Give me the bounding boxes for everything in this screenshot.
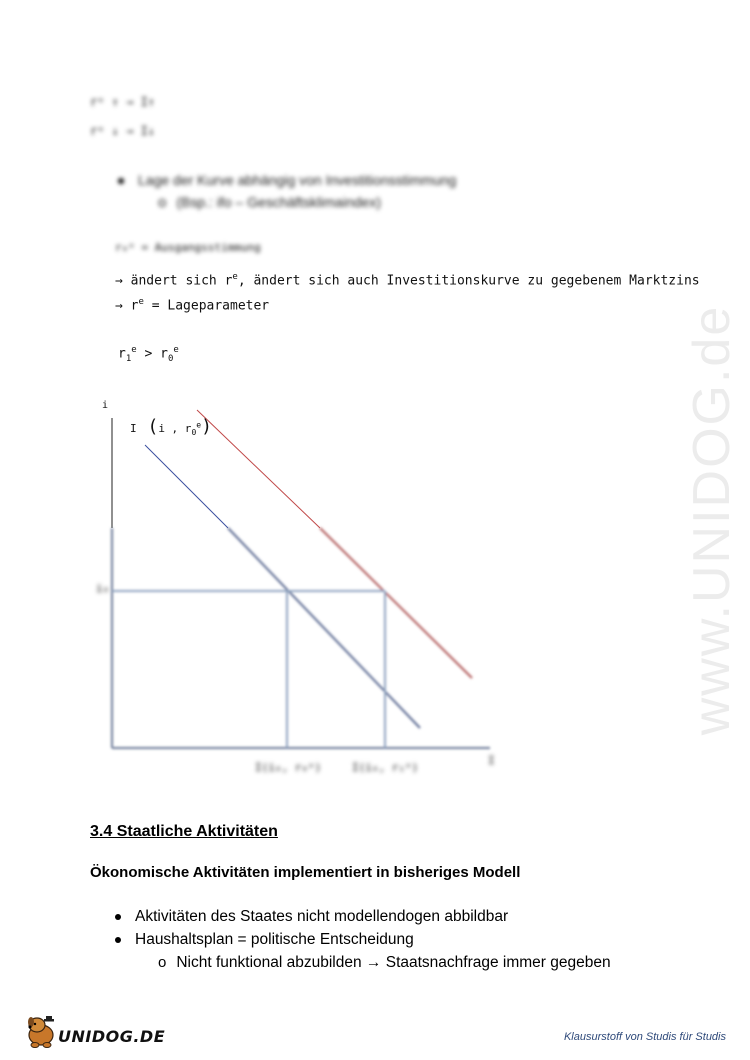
curve-r1-upper — [197, 410, 320, 528]
curve-r0-upper — [145, 445, 228, 528]
x-tick-r0: I(i₀, r₀ᵉ) — [255, 761, 322, 774]
curve-label-args: i , r — [158, 422, 192, 435]
curve-r0-lower — [228, 528, 420, 728]
section-bullet-1-text: Aktivitäten des Staates nicht modellendogen abbildbar — [135, 908, 509, 925]
section-sub-bullet-suffix: Staatsnachfrage immer gegeben — [381, 954, 611, 971]
section-subheading: Ökonomische Aktivitäten implementiert in bisheriges Modell — [90, 864, 521, 881]
note-arrow-1-prefix: → ändert sich r — [115, 273, 233, 289]
curve-label-sub: 0 — [191, 428, 197, 438]
circle-bullet-icon: o — [158, 954, 167, 971]
circle-bullet-icon: o — [158, 194, 167, 211]
i0-label: i₀ — [96, 582, 110, 595]
y-axis-label: i — [102, 400, 109, 411]
x-tick-r1: I(i₀, r₁ᵉ) — [352, 761, 419, 774]
section-bullet-1 — [115, 908, 508, 926]
ineq-r1: r — [118, 346, 126, 362]
ineq-sub1: 1 — [125, 353, 132, 364]
note-arrow-2-suffix: = Lageparameter — [143, 298, 270, 314]
blurred-r0e-label: r₀ᵉ = Ausgangsstimmung — [115, 241, 261, 254]
ineq-sup0: e — [173, 345, 179, 355]
blurred-sub-bullet-text: (Bsp.: ifo – Geschäftsklimaindex) — [176, 194, 381, 210]
logo-text: UNIDOG.DE — [58, 1027, 166, 1046]
curve-label: I (i , $r_0^e$) — [130, 416, 212, 438]
curve-label-prefix: I — [130, 422, 137, 435]
section-bullet-2-text: Haushaltsplan = politische Entscheidung — [135, 931, 414, 948]
footer-tagline: Klausurstoff von Studis für Studis — [563, 1031, 726, 1043]
dog-logo-icon — [22, 1013, 60, 1049]
note-arrow-1-sup: e — [232, 272, 238, 282]
curve-r1-lower — [320, 528, 472, 678]
section-sub-bullet — [158, 954, 611, 972]
note-arrow-1-suffix: , ändert sich auch Investitionskurve zu gegebenem Marktzins — [237, 273, 700, 289]
arrow-right-icon: → — [365, 954, 382, 971]
note-arrow-2-prefix: → r — [115, 298, 139, 314]
x-axis-label: I — [488, 754, 495, 767]
watermark: www.UNIDOG.de — [683, 304, 741, 736]
ineq-sub0: 0 — [167, 353, 174, 364]
section-heading: 3.4 Staatliche Aktivitäten — [90, 823, 278, 840]
bullet-dot-icon — [115, 937, 121, 943]
blurred-formula-1: rᵉ ↑ → I↑ — [90, 95, 156, 109]
bullet-dot-icon — [115, 914, 121, 920]
section-bullet-2 — [115, 931, 414, 949]
ineq-mid: > r — [136, 346, 168, 362]
blurred-bullet-text: Lage der Kurve abhängig von Investitionsstimmung — [138, 172, 457, 188]
ineq-sup1: e — [131, 345, 137, 355]
blurred-formula-2: rᵉ ↓ → I↓ — [90, 124, 156, 138]
note-arrow-2-sup: e — [138, 297, 144, 307]
curve-label-sup: e — [196, 420, 202, 430]
section-sub-bullet-prefix: Nicht funktional abzubilden — [176, 954, 366, 971]
